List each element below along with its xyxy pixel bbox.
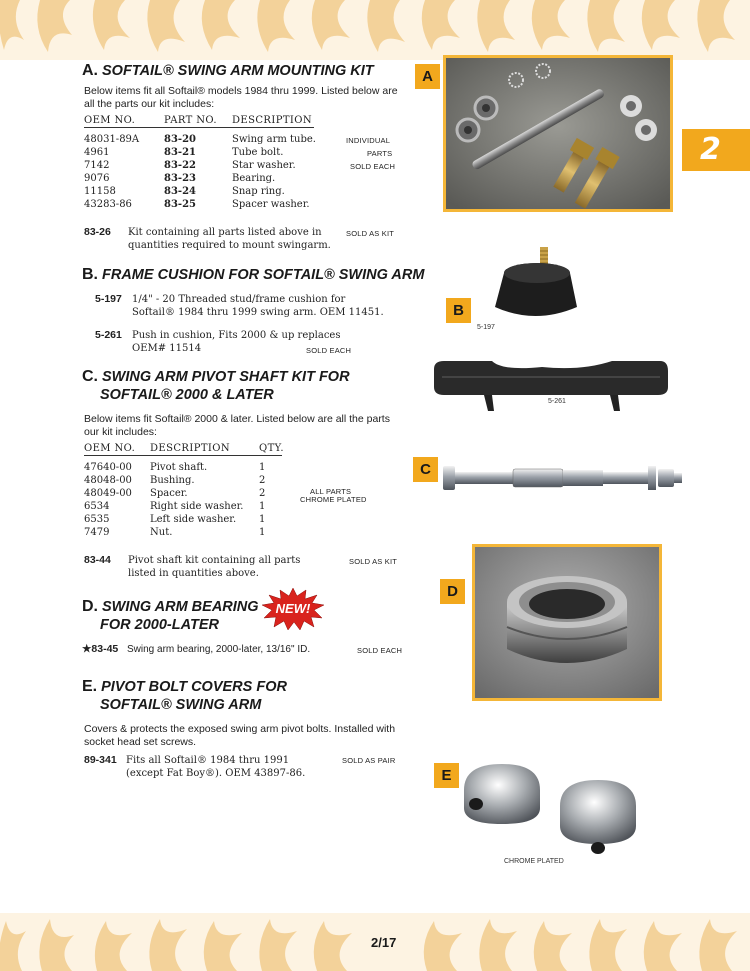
description: Left side washer. <box>150 514 237 525</box>
sold-note: SOLD EACH <box>357 646 403 655</box>
part-number: 83-20 <box>164 134 196 145</box>
figure-e-label: E <box>434 763 459 788</box>
page-number: 2/17 <box>371 935 397 950</box>
description: Bearing. <box>232 173 276 184</box>
section-b-title <box>82 266 424 284</box>
oem-number: 6535 <box>84 514 110 525</box>
section-title-text: SOFTAIL® 2000 & LATER <box>100 387 274 403</box>
part-number: 89-341 <box>84 754 117 766</box>
section-title-text: SWING ARM BEARING <box>102 599 259 615</box>
section-e-title <box>82 678 287 714</box>
header-rule <box>84 127 314 128</box>
quantity: 2 <box>259 475 266 486</box>
section-c-intro-1: Below items fit Softail® 2000 & later. Listed below are all the parts <box>84 413 390 425</box>
figure-c-label: C <box>413 457 438 482</box>
description: Swing arm bearing, 2000-later, 13/16" ID. <box>127 644 311 655</box>
figure-b-caption-1: 5-197 <box>477 324 495 331</box>
description: Swing arm tube. <box>232 134 316 145</box>
oem-number: 4961 <box>84 147 110 158</box>
kit-part-number: 83-44 <box>84 554 111 566</box>
section-d-title <box>82 598 259 634</box>
description: Snap ring. <box>232 186 285 197</box>
sold-note: PARTS <box>367 149 393 158</box>
kit-part-number: 83-26 <box>84 226 111 238</box>
chapter-tab: 2 <box>682 129 750 171</box>
section-title-text: SOFTAIL® SWING ARM <box>100 697 262 713</box>
oem-number: 11158 <box>84 186 116 197</box>
description: Nut. <box>150 527 173 538</box>
sold-note: SOLD EACH <box>306 346 352 355</box>
section-letter: E. <box>82 678 98 695</box>
description: Softail® 1984 thru 1999 swing arm. OEM 11451. <box>132 307 384 318</box>
part-number: 5-197 <box>95 293 122 305</box>
figure-a-label: A <box>415 64 440 89</box>
section-e-intro-1: Covers & protects the exposed swing arm pivot bolts. Installed with <box>84 723 396 735</box>
section-letter: D. <box>82 598 98 615</box>
section-c-title <box>82 368 350 404</box>
sold-note: SOLD EACH <box>350 162 396 171</box>
description: OEM# 11514 <box>132 343 202 354</box>
sold-note: ALL PARTS <box>310 487 352 496</box>
kit-description-2: quantities required to mount swingarm. <box>128 240 331 251</box>
header-rule <box>84 455 282 456</box>
oem-number: 43283-86 <box>84 199 132 210</box>
description: 1/4" - 20 Threaded stud/frame cushion for <box>132 294 346 305</box>
figure-b-caption-2: 5-261 <box>548 398 566 405</box>
figure-e-caption: CHROME PLATED <box>504 858 564 865</box>
kit-description-1: Pivot shaft kit containing all parts <box>128 555 301 566</box>
description: Right side washer. <box>150 501 244 512</box>
new-badge-text: NEW! <box>275 601 311 616</box>
quantity: 1 <box>259 514 266 525</box>
part-number: 83-22 <box>164 160 196 171</box>
figure-d-label: D <box>440 579 465 604</box>
description: Spacer washer. <box>232 199 310 210</box>
frame-cushion-image <box>485 245 585 325</box>
oem-number: 6534 <box>84 501 110 512</box>
part-number: 5-261 <box>95 329 122 341</box>
header-description: DESCRIPTION <box>150 443 230 454</box>
sold-note: INDIVIDUAL <box>346 136 391 145</box>
oem-number: 7142 <box>84 160 110 171</box>
description: Tube bolt. <box>232 147 284 158</box>
section-a-intro-1: Below items fit all Softail® models 1984 thru 1999. Listed below are <box>84 85 398 97</box>
sold-note: SOLD AS KIT <box>349 557 398 566</box>
part-number: 83-45 <box>91 643 119 655</box>
quantity: 1 <box>259 462 266 473</box>
oem-number: 48048-00 <box>84 475 132 486</box>
oem-number: 7479 <box>84 527 110 538</box>
sold-note: CHROME PLATED <box>300 495 367 504</box>
sold-note: SOLD AS PAIR <box>342 756 396 765</box>
pivot-bolt-covers-image <box>462 760 642 860</box>
figure-a-photo <box>443 55 673 212</box>
push-in-cushion-image <box>432 355 670 415</box>
header-qty: QTY. <box>259 443 284 454</box>
description: Spacer. <box>150 488 188 499</box>
section-a-title <box>82 62 374 80</box>
header-oem: OEM NO. <box>84 443 136 454</box>
description: Push in cushion, Fits 2000 & up replaces <box>132 330 341 341</box>
description: Star washer. <box>232 160 296 171</box>
section-letter: A. <box>82 62 98 79</box>
part-number: 83-24 <box>164 186 196 197</box>
header-part: PART NO. <box>164 115 217 126</box>
oem-number: 47640-00 <box>84 462 132 473</box>
section-a-intro-2: all the parts our kit includes: <box>84 98 215 110</box>
new-badge <box>262 588 324 630</box>
flame-border-top <box>0 0 750 60</box>
kit-description-1: Kit containing all parts listed above in <box>128 227 322 238</box>
swing-arm-kit-image <box>446 58 670 209</box>
star-icon: ★ <box>82 643 92 655</box>
quantity: 2 <box>259 488 266 499</box>
section-letter: C. <box>82 368 98 385</box>
quantity: 1 <box>259 501 266 512</box>
kit-description-2: listed in quantities above. <box>128 568 259 579</box>
oem-number: 48049-00 <box>84 488 132 499</box>
description: Fits all Softail® 1984 thru 1991 <box>126 755 290 766</box>
description: (except Fat Boy®). OEM 43897-86. <box>126 768 306 779</box>
header-oem: OEM NO. <box>84 115 136 126</box>
oem-number: 9076 <box>84 173 110 184</box>
figure-d-photo <box>472 544 662 701</box>
part-number: 83-25 <box>164 199 196 210</box>
part-number: 83-21 <box>164 147 196 158</box>
pivot-shaft-image <box>443 460 683 496</box>
section-letter: B. <box>82 266 98 283</box>
swing-arm-bearing-image <box>475 547 659 698</box>
section-title-text: PIVOT BOLT COVERS FOR <box>101 679 287 695</box>
description: Pivot shaft. <box>150 462 208 473</box>
sold-note: SOLD AS KIT <box>346 229 395 238</box>
section-title-text: FOR 2000-LATER <box>100 617 219 633</box>
part-number: 83-23 <box>164 173 196 184</box>
section-e-intro-2: socket head set screws. <box>84 736 197 748</box>
section-title-text: FRAME CUSHION FOR SOFTAIL® SWING ARM <box>102 267 425 283</box>
section-title-text: SWING ARM PIVOT SHAFT KIT FOR <box>102 369 350 385</box>
item-row <box>82 643 118 656</box>
section-title-text: SOFTAIL® SWING ARM MOUNTING KIT <box>102 63 374 79</box>
oem-number: 48031-89A <box>84 134 140 145</box>
description: Bushing. <box>150 475 195 486</box>
quantity: 1 <box>259 527 266 538</box>
figure-b-label: B <box>446 298 471 323</box>
section-c-intro-2: our kit includes: <box>84 426 157 438</box>
header-description: DESCRIPTION <box>232 115 312 126</box>
